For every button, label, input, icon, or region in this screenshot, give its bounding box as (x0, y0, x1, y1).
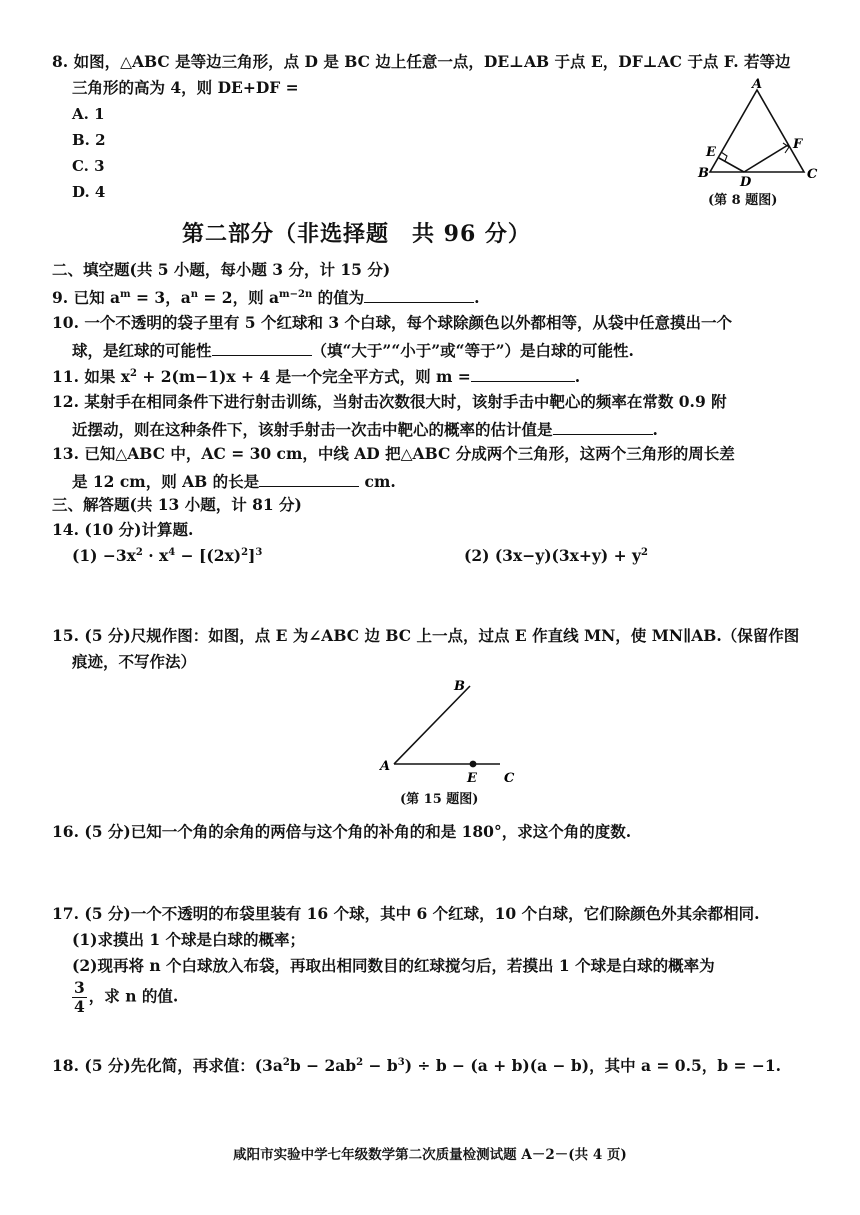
q17-line2: (1)求摸出 1 个球是白球的概率； (72, 930, 306, 949)
q9-answer-blank[interactable] (364, 286, 474, 303)
q15-line1: 15. (5 分)尺规作图：如图，点 E 为∠ABC 边 BC 上一点，过点 E 作直线 MN，使 MN∥AB.（保留作图 (52, 626, 800, 645)
q11-answer-blank[interactable] (471, 365, 575, 382)
part2-title: 第二部分（非选择题 共 96 分） (182, 221, 531, 247)
q17-line3: (2)现再将 n 个白球放入布袋，再取出相同数目的红球搅匀后，若摸出 1 个球是白球的概率为 (72, 956, 715, 975)
q8-line2: 三角形的高为 4，则 DE+DF = (72, 78, 299, 97)
q11: 11. 如果 $x^2 + 2(m-1)x + 4$ 是一个完全平方式，则 m = . (52, 367, 581, 386)
q8-figure-caption: (第 8 题图) (708, 193, 778, 208)
q17-line1: 17. (5 分)一个不透明的布袋里装有 16 个球，其中 6 个红球，10 个白球，它们除颜色外其余都相同. (52, 904, 760, 923)
q15-label-c: C (504, 771, 515, 784)
section2-heading: 二、填空题(共 5 小题，每小题 3 分，计 15 分) (52, 260, 391, 279)
q8-label-d: D (740, 175, 752, 186)
q8-option-b: B. 2 (72, 131, 106, 149)
q8-label-c: C (807, 167, 818, 182)
q15-label-b: B (454, 679, 465, 694)
q12-line2: 近摆动，则在这种条件下，该射手射击一次击中靶心的概率的估计值是 . (72, 420, 658, 439)
q16: 16. (5 分)已知一个角的余角的两倍与这个角的补角的和是 180°，求这个角的度数. (52, 822, 632, 841)
q12-answer-blank[interactable] (553, 418, 653, 435)
q17-line4: $\frac{3}{4}$ ，求 n 的值. (74, 978, 179, 1016)
q15-point-e (470, 761, 477, 768)
q15-line2: 痕迹，不写作法） (72, 652, 197, 671)
q15-label-e: E (467, 771, 477, 784)
page-footer: 咸阳市实验中学七年级数学第二次质量检测试题 A－2－(共 4 页) (233, 1147, 627, 1163)
q8-label-e: E (706, 145, 716, 160)
q17-fraction: $\frac{3}{4}$ (74, 978, 85, 1016)
q8-triangle-figure (690, 74, 830, 186)
q13-line1: 13. 已知△ABC 中，AC = 30 cm，中线 AD 把△ABC 分成两个三角形，这两个三角形的周长差 (52, 444, 735, 463)
q8-option-d: D. 4 (72, 183, 106, 201)
q14-part1: $(1) -3x^2 \cdot x^4 - [(2x)^2]^3$ (72, 546, 263, 565)
q8-label-b: B (698, 166, 709, 181)
q14-part2: (2) $(3x-y)(3x+y) + y^2$ (464, 546, 648, 565)
q10-answer-blank[interactable] (212, 339, 312, 356)
q8-option-a: A. 1 (72, 105, 105, 123)
q14-stem: 14. (10 分)计算题. (52, 520, 194, 539)
q18: 18. (5 分)先化简，再求值：$(3a^2b - 2ab^2 - b^3) \div b - (a + b)(a - b)$，其中 a = 0.5，b = −1. (52, 1056, 782, 1075)
q10-line1: 10. 一个不透明的袋子里有 5 个红球和 3 个白球，每个球除颜色以外都相等，从袋中任意摸出一个 (52, 313, 733, 332)
q15-angle-figure (374, 672, 524, 784)
q12-line1: 12. 某射手在相同条件下进行射击训练，当射击次数很大时，该射手击中靶心的频率在常数 0.9 附 (52, 392, 727, 411)
q13-answer-blank[interactable] (259, 470, 359, 487)
q8-option-c: C. 3 (72, 157, 105, 175)
q9: 9. 已知 $a^m = 3$，$a^n = 2$，则 $a^{m-2n}$ 的值为 . (52, 288, 480, 307)
q8-label-f: F (793, 137, 803, 152)
q10-line2: 球，是红球的可能性 （填“大于”“小于”或“等于”）是白球的可能性. (72, 341, 634, 360)
q8-line1: 8. 如图，△ABC 是等边三角形，点 D 是 BC 边上任意一点，DE⊥AB 于点 E，DF⊥AC 于点 F. 若等边 (52, 52, 791, 71)
q13-line2: 是 12 cm，则 AB 的长是 cm. (72, 472, 396, 491)
q15-label-a: A (380, 759, 391, 774)
section3-heading: 三、解答题(共 13 小题，计 81 分) (52, 495, 302, 514)
q8-label-a: A (752, 77, 763, 92)
q15-figure-caption: (第 15 题图) (400, 792, 479, 807)
